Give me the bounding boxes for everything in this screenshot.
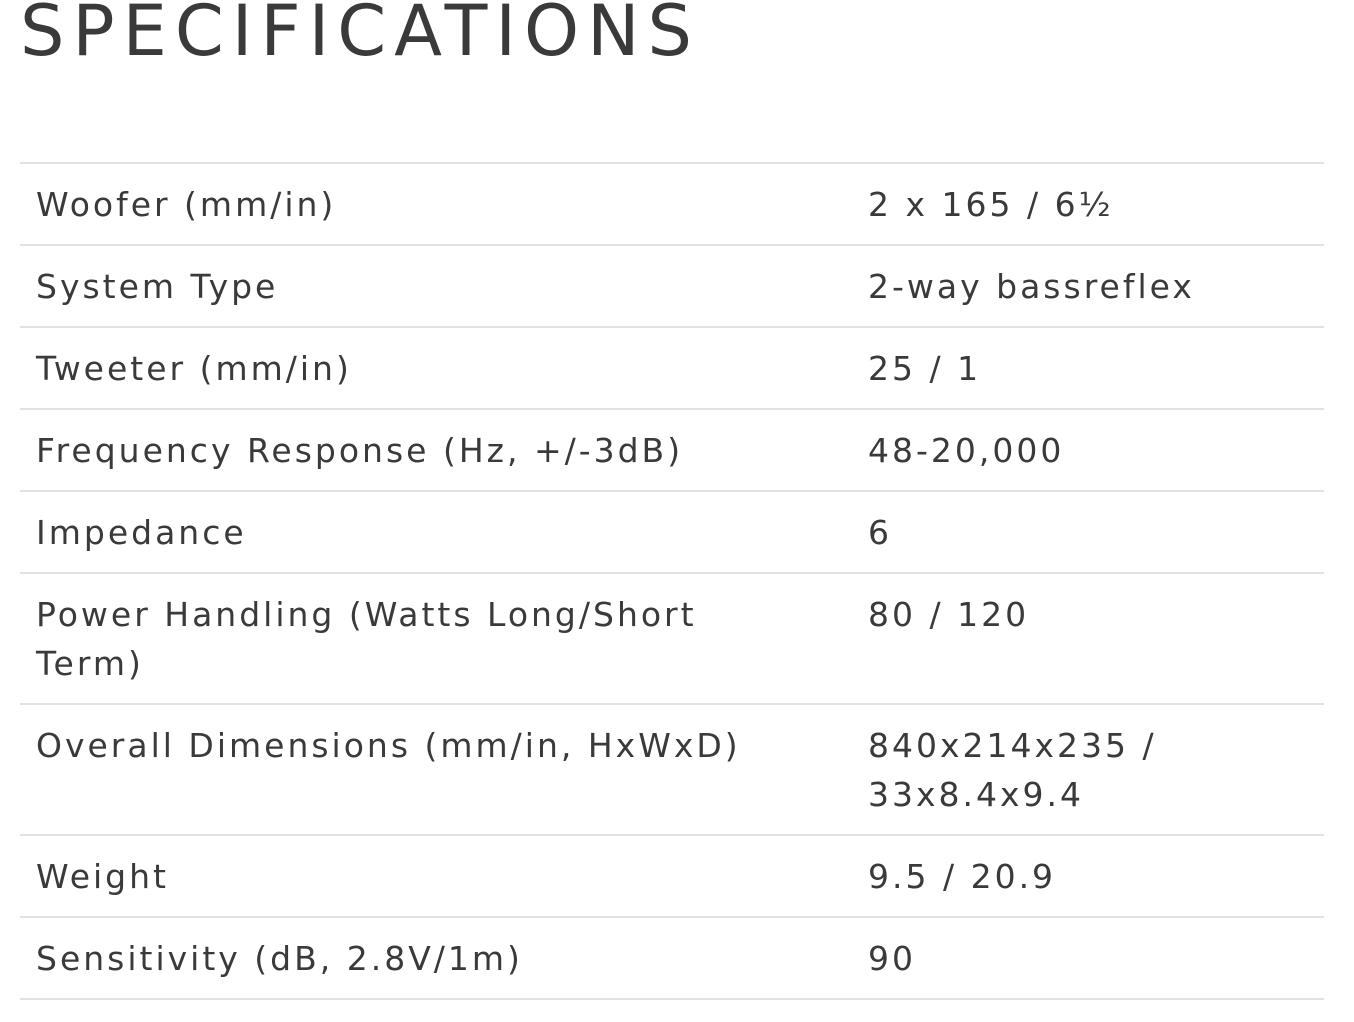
page-title: SPECIFICATIONS — [20, 0, 700, 72]
specifications-table — [20, 162, 1324, 1000]
spec-label: System Type — [20, 245, 852, 327]
spec-value: 80 / 120 — [852, 573, 1324, 704]
spec-label: Impedance — [20, 491, 852, 573]
spec-label: Woofer (mm/in) — [20, 163, 852, 245]
spec-value: 2 x 165 / 6½ — [852, 163, 1324, 245]
spec-label: Frequency Response (Hz, +/-3dB) — [20, 409, 852, 491]
table-row — [20, 409, 1324, 491]
spec-value: 9.5 / 20.9 — [852, 835, 1324, 917]
table-row — [20, 327, 1324, 409]
spec-label: Overall Dimensions (mm/in, HxWxD) — [20, 704, 852, 835]
spec-label: Tweeter (mm/in) — [20, 327, 852, 409]
table-row — [20, 573, 1324, 704]
spec-label: Sensitivity (dB, 2.8V/1m) — [20, 917, 852, 999]
spec-label: Power Handling (Watts Long/Short Term) — [20, 573, 852, 704]
spec-value: 840x214x235 / 33x8.4x9.4 — [852, 704, 1324, 835]
table-row — [20, 163, 1324, 245]
spec-value: 48-20,000 — [852, 409, 1324, 491]
table-row — [20, 245, 1324, 327]
spec-label: Weight — [20, 835, 852, 917]
table-row — [20, 704, 1324, 835]
table-row — [20, 835, 1324, 917]
spec-value: 2-way bassreflex — [852, 245, 1324, 327]
table-row — [20, 917, 1324, 999]
spec-value: 6 — [852, 491, 1324, 573]
spec-value: 25 / 1 — [852, 327, 1324, 409]
table-row — [20, 491, 1324, 573]
spec-value: 90 — [852, 917, 1324, 999]
